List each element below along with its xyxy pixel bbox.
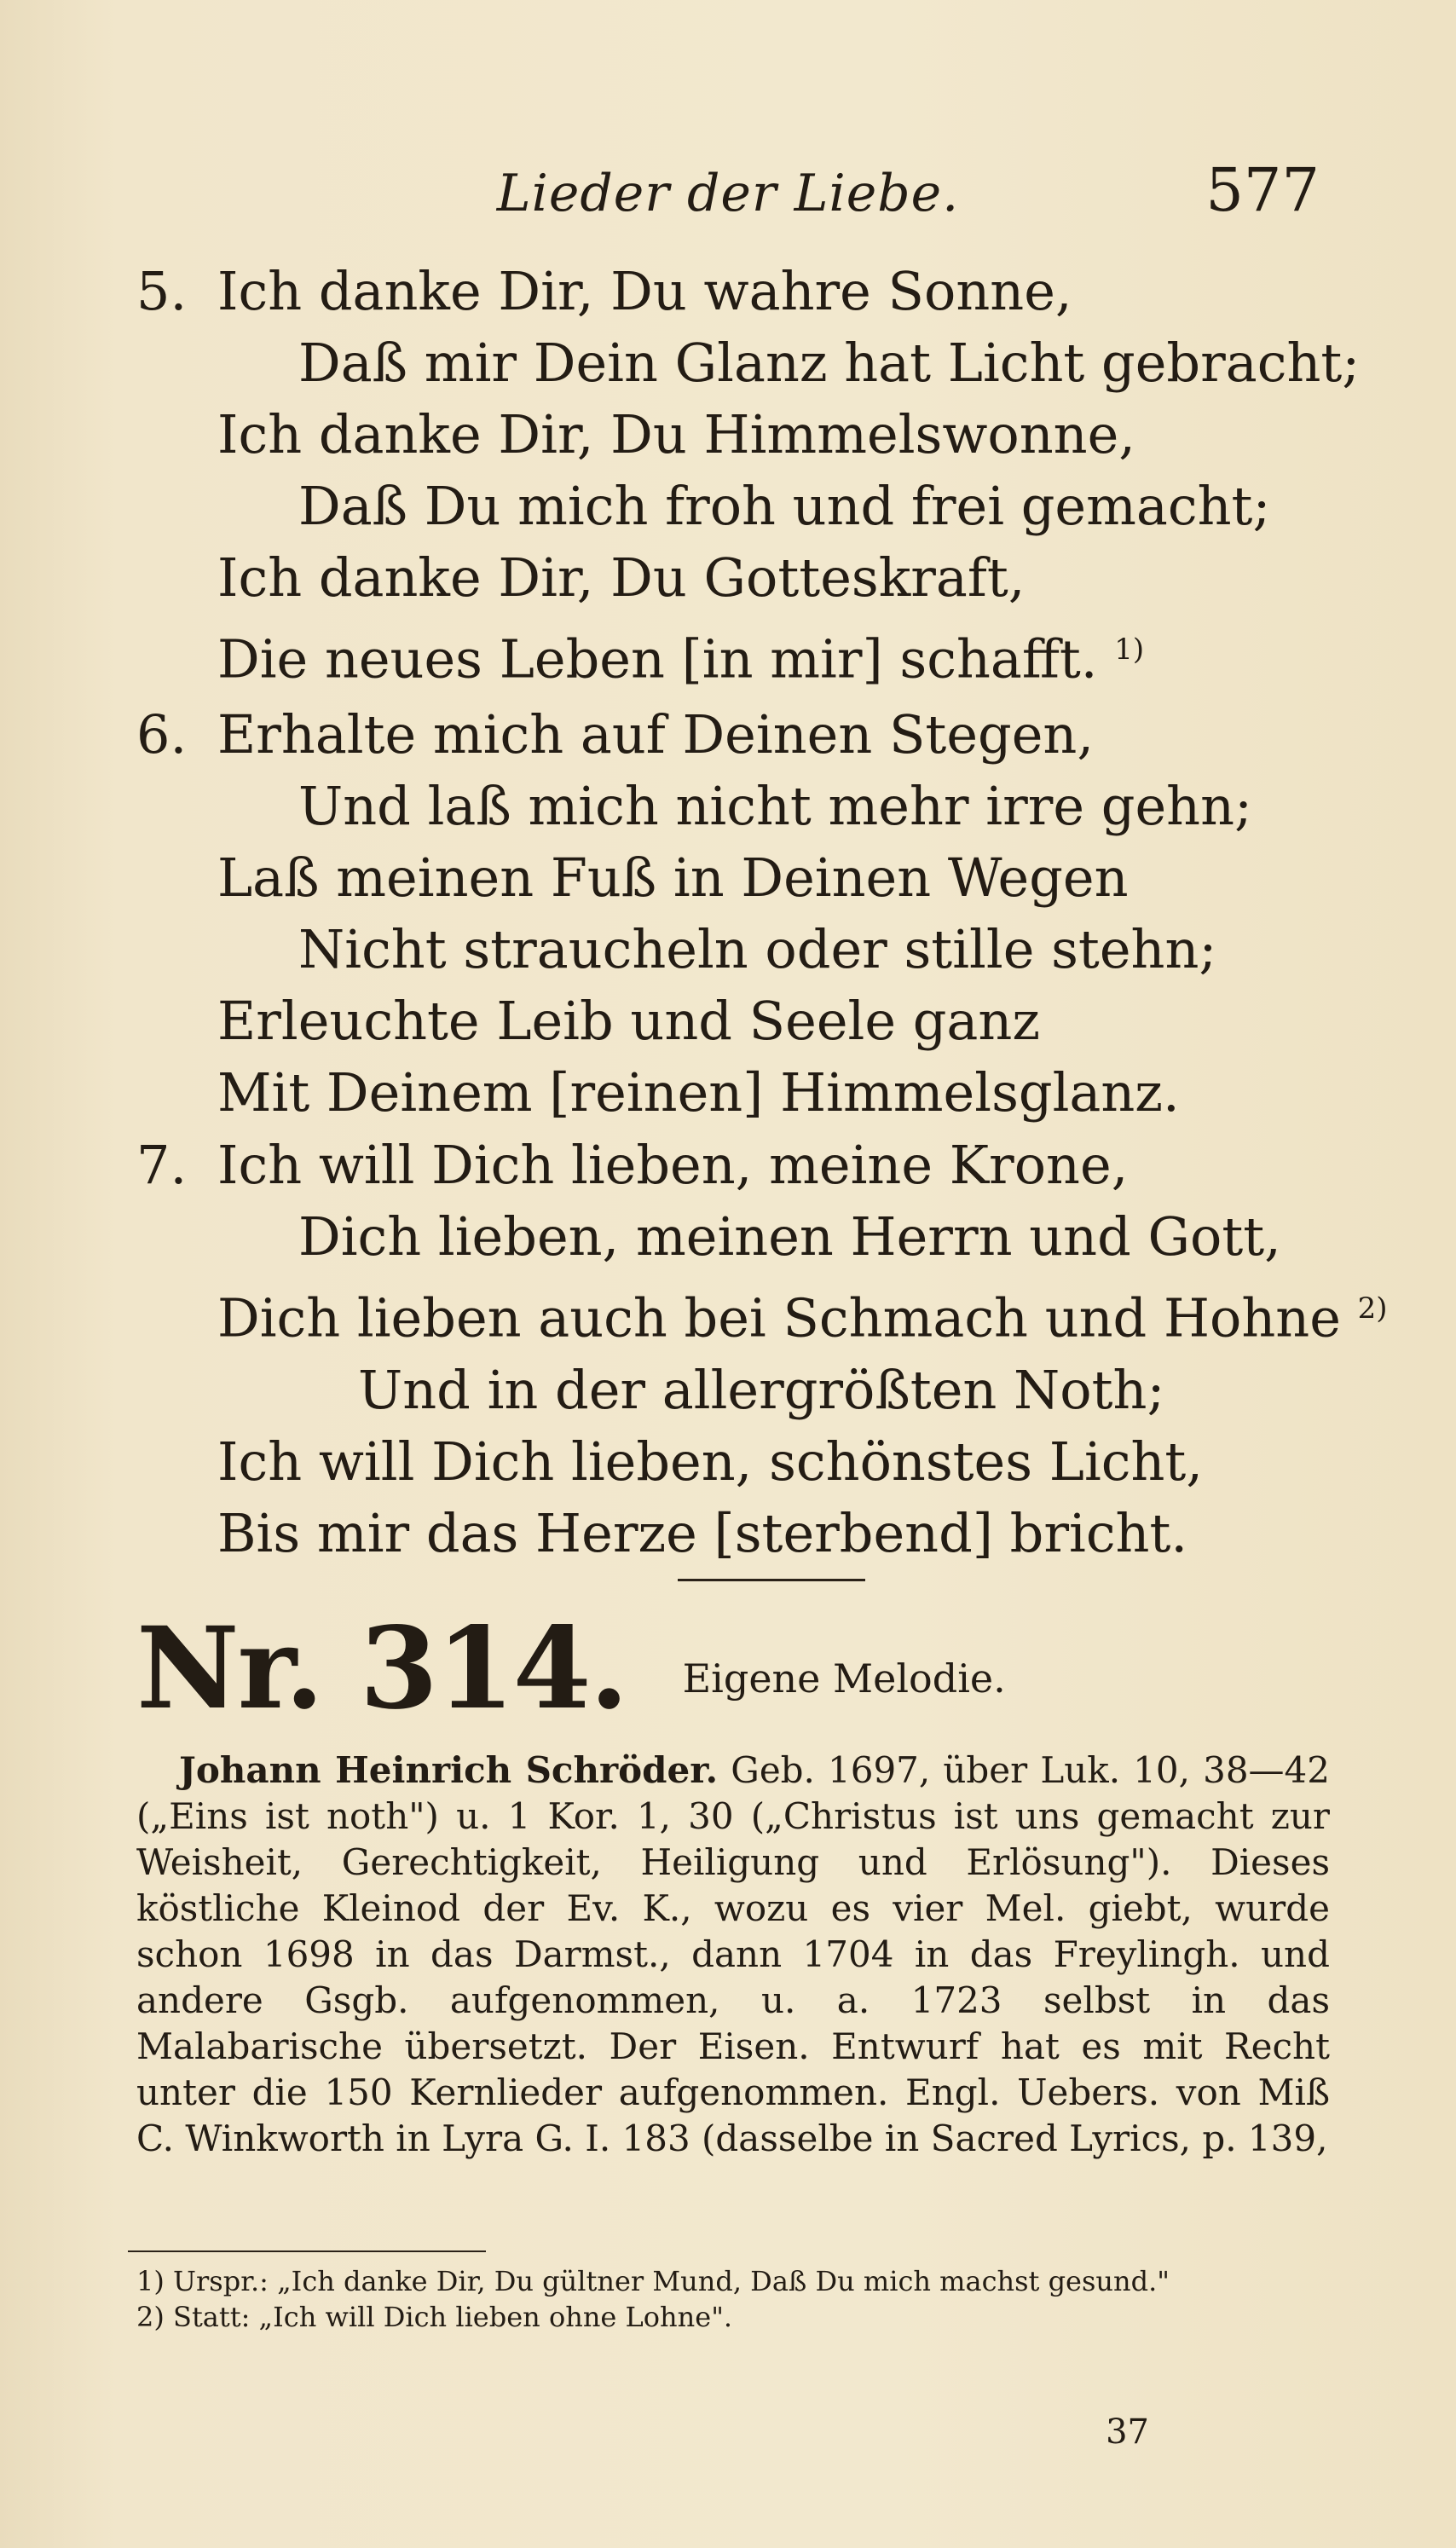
stanza-number: 5. — [136, 260, 188, 322]
printer-signature: 37 — [1106, 2412, 1149, 2452]
verse-line: Laß meinen Fuß in Deinen Wegen — [217, 846, 1129, 909]
verse-line: Und in der allergrößten Noth; — [358, 1358, 1165, 1421]
verse-line: Daß mir Dein Glanz hat Licht gebracht; — [298, 332, 1361, 394]
page-number: 577 — [1205, 155, 1320, 225]
verse-line: Bis mir das Herze [sterbend] bricht. — [217, 1501, 1188, 1564]
verse-line: Ich will Dich lieben, schönstes Licht, — [217, 1430, 1204, 1493]
hymn-commentary — [136, 1748, 1330, 2162]
section-divider — [678, 1579, 865, 1581]
footnotes — [136, 2263, 1330, 2335]
running-title: Lieder der Liebe. — [496, 164, 960, 223]
verse-line: Mit Deinem [reinen] Himmelsglanz. — [217, 1061, 1180, 1124]
verse-line: 6. Erhalte mich auf Deinen Stegen, — [136, 699, 1330, 771]
verse-line: Dich lieben auch bei Schmach und Hohne $^{2)}$ — [217, 1286, 1388, 1349]
footnote: 1) Urspr.: „Ich danke Dir, Du gültner Mund, Daß Du mich machst gesund." — [136, 2265, 1170, 2297]
verse-line: Erleuchte Leib und Seele ganz — [217, 990, 1040, 1052]
verse-line: 7. Ich will Dich lieben, meine Krone, — [136, 1130, 1330, 1201]
verse-line: Ich danke Dir, Du Himmelswonne, — [217, 403, 1136, 465]
stanza-7 — [136, 1130, 1388, 1569]
stanza-5 — [136, 256, 1361, 696]
footnote-mark: 1) — [1114, 633, 1145, 667]
verse-line: Dich lieben, meinen Herrn und Gott, — [298, 1205, 1281, 1268]
verse-line: Nicht straucheln oder stille stehn; — [298, 918, 1217, 980]
hymn-number: Nr. 314. — [136, 1603, 627, 1735]
author-name: Johann Heinrich Schröder. — [179, 1749, 719, 1791]
commentary-text: Geb. 1697, über Luk. 10, 38—42 („Eins ist noth") u. 1 Kor. 1, 30 („Christus ist uns gemacht zur Weisheit, Gerechtigkeit, Heiligung und Erlösung"). Dieses köstliche Kleinod der Ev. K., wozu es vier Mel. giebt, wurde schon 1698 in das Darmst., dann 1704 in das Freylingh. und andere Gsgb. aufgenommen, u. a. 1723 selbst in das Malabarische übersetzt. Der Eisen. Entwurf hat es mit Recht unter die 150 Kernlieder aufgenommen. Engl. Uebers. von Miß C. Winkworth in Lyra G. I. 183 (dasselbe in Sacred Lyrics, p. 139, — [136, 1749, 1330, 2159]
verse-line: Die neues Leben [in mir] schafft. $^{1)}$ — [217, 627, 1145, 690]
stanza-number: 7. — [136, 1134, 188, 1196]
footnote: 2) Statt: „Ich will Dich lieben ohne Lohne". — [136, 2301, 733, 2333]
footnote-divider — [128, 2250, 486, 2252]
stanza-6 — [136, 699, 1330, 1129]
verse-line: Und laß mich nicht mehr irre gehn; — [298, 775, 1252, 837]
melody-note: Eigene Melodie. — [682, 1655, 1006, 1702]
stanza-number: 6. — [136, 703, 188, 766]
verse-line: 5. Ich danke Dir, Du wahre Sonne, — [136, 256, 1330, 327]
verse-line: Ich danke Dir, Du Gotteskraft, — [217, 546, 1026, 609]
hymn-heading — [136, 1603, 1330, 1735]
verse-line: Daß Du mich froh und frei gemacht; — [298, 475, 1271, 537]
footnote-mark: 2) — [1357, 1291, 1388, 1326]
